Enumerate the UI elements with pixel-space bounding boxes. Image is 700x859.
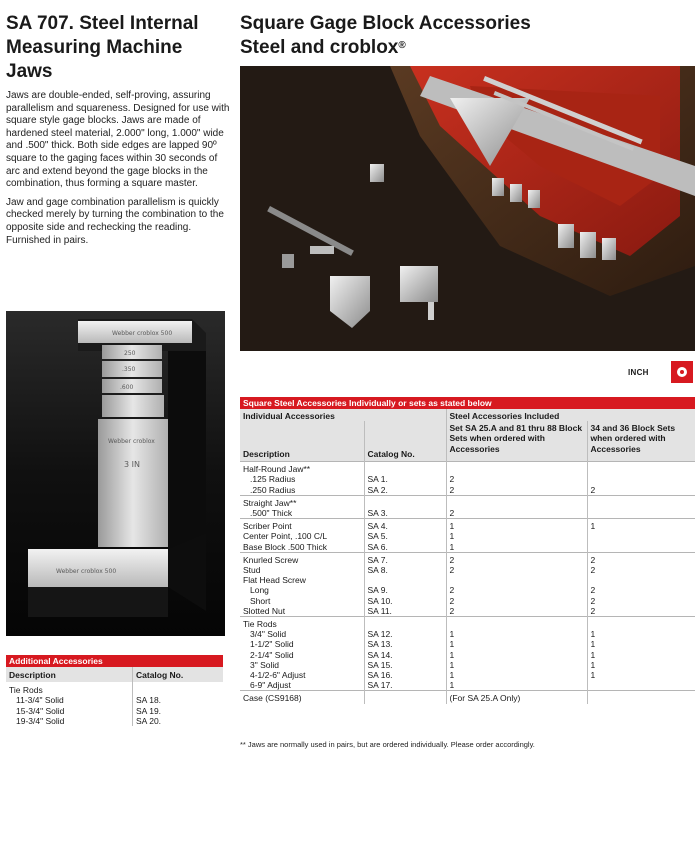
row-description: 3/4" Solid bbox=[250, 629, 287, 640]
row-catalog: SA 12. bbox=[364, 629, 446, 639]
accessories-case-illustration bbox=[240, 66, 695, 351]
table-row bbox=[240, 575, 695, 585]
row-set2-qty bbox=[587, 542, 695, 553]
row-description: 11-3/4" Solid bbox=[16, 695, 64, 706]
header-set2: 34 and 36 Block Sets when ordered with Accessories bbox=[587, 421, 695, 462]
row-set1-qty: 1 bbox=[446, 531, 587, 541]
row-set2-qty: 1 bbox=[587, 639, 695, 649]
table-row bbox=[240, 462, 695, 475]
row-description: Short bbox=[250, 595, 271, 606]
row-set2-qty: 2 bbox=[587, 585, 695, 595]
row-catalog: SA 3. bbox=[364, 508, 446, 519]
row-set2-qty: 1 bbox=[587, 519, 695, 532]
row-set2-qty: 2 bbox=[587, 606, 695, 617]
row-description: Knurled Screw bbox=[240, 552, 364, 565]
block-label-3: .350 bbox=[122, 366, 136, 373]
row-set2-qty: 2 bbox=[587, 485, 695, 496]
title-line-2-text: Steel and croblox bbox=[240, 37, 399, 58]
jaws-photo bbox=[6, 311, 225, 636]
table-row bbox=[240, 495, 695, 508]
row-description: 6-9" Adjust bbox=[250, 680, 291, 691]
row-catalog: SA 17. bbox=[364, 680, 446, 691]
row-set1-qty: 2 bbox=[446, 552, 587, 565]
row-catalog: SA 16. bbox=[364, 670, 446, 680]
row-set1-qty: 2 bbox=[446, 585, 587, 595]
row-description: 4-1/2-6" Adjust bbox=[250, 670, 306, 681]
table-row bbox=[240, 650, 695, 660]
row-catalog: SA 10. bbox=[364, 596, 446, 606]
row-set1-qty: 2 bbox=[446, 596, 587, 606]
row-set1-qty: 2 bbox=[446, 474, 587, 484]
row-description: .125 Radius bbox=[250, 474, 296, 485]
table-row bbox=[240, 691, 695, 704]
row-set1-qty bbox=[446, 575, 587, 585]
row-set1-qty: 1 bbox=[446, 629, 587, 639]
row-description: Half-Round Jaw** bbox=[240, 462, 364, 475]
row-set2-qty: 1 bbox=[587, 650, 695, 660]
main-table-title: Square Steel Accessories Individually or sets as stated below bbox=[240, 397, 695, 409]
table-row bbox=[240, 585, 695, 595]
row-description: 3" Solid bbox=[250, 659, 280, 670]
table-row bbox=[240, 639, 695, 649]
row-description: Tie Rods bbox=[240, 617, 364, 630]
row-description: Flat Head Screw bbox=[243, 575, 306, 586]
row-description: Slotted Nut bbox=[243, 605, 286, 616]
table-row bbox=[240, 617, 695, 630]
inch-icon bbox=[671, 361, 693, 383]
row-set1-qty: 1 bbox=[446, 542, 587, 553]
row-set1-qty: 1 bbox=[446, 639, 587, 649]
footnote: ** Jaws are normally used in pairs, but are ordered individually. Please order accordingly. bbox=[240, 740, 535, 749]
row-catalog: SA 13. bbox=[364, 639, 446, 649]
row-catalog: SA 19. bbox=[133, 706, 224, 716]
title-line-2 bbox=[240, 36, 690, 60]
row-description: Case (CS9168) bbox=[240, 691, 364, 704]
table-row bbox=[240, 629, 695, 639]
description-paragraph-1: Jaws are double-ended, self-proving, assuring parallelism and squareness. Designed for use with square style gage blocks. Jaws are made of hardened steel material, 2.000" long, 1.000" wide and .500" thick. Both side edges are lapped 90º square to the gaging faces within 30 seconds of arc and extend beyond the gage blocks in the combination, thus forming a square master. bbox=[6, 90, 230, 190]
additional-accessories-table bbox=[6, 655, 223, 726]
row-set2-qty bbox=[587, 474, 695, 484]
row-set2-qty bbox=[587, 680, 695, 691]
row-catalog: SA 2. bbox=[364, 485, 446, 496]
row-description: 1-1/2" Solid bbox=[250, 639, 294, 650]
table-row bbox=[240, 660, 695, 670]
row-description: 2-1/4" Solid bbox=[250, 649, 294, 660]
table-row bbox=[240, 485, 695, 496]
title-line-1: Square Gage Block Accessories bbox=[240, 13, 531, 34]
row-set2-qty bbox=[587, 617, 695, 630]
row-catalog: SA 15. bbox=[364, 660, 446, 670]
header-set1: Set SA 25.A and 81 thru 88 Block Sets when ordered with Accessories bbox=[446, 421, 587, 462]
description-paragraph-2: Jaw and gage combination parallelism is quickly checked merely by turning the combination to the opposite side and rechecking the reading. Furnished in pairs. bbox=[6, 196, 224, 246]
table-row bbox=[240, 596, 695, 606]
row-set2-qty: 1 bbox=[587, 660, 695, 670]
row-description: Stud bbox=[243, 565, 261, 576]
table-row bbox=[6, 706, 223, 716]
row-catalog: SA 11. bbox=[364, 606, 446, 617]
group-label: Tie Rods bbox=[9, 685, 43, 696]
row-description: 15-3/4" Solid bbox=[16, 705, 65, 716]
jaws-description bbox=[6, 90, 231, 253]
row-set2-qty bbox=[587, 691, 695, 704]
table-row bbox=[6, 716, 223, 726]
row-set2-qty bbox=[587, 575, 695, 585]
row-set2-qty: 1 bbox=[587, 629, 695, 639]
row-set2-qty: 2 bbox=[587, 596, 695, 606]
block-label-7: Webber croblox 500 bbox=[56, 568, 117, 575]
table-row bbox=[240, 565, 695, 575]
table-row bbox=[6, 695, 223, 705]
row-catalog: SA 7. bbox=[364, 552, 446, 565]
row-set1-qty: 1 bbox=[446, 650, 587, 660]
row-description: Scriber Point bbox=[240, 519, 364, 532]
row-set1-qty: (For SA 25.A Only) bbox=[446, 691, 587, 704]
block-label-4: .600 bbox=[120, 384, 134, 391]
row-set1-qty: 1 bbox=[446, 519, 587, 532]
row-set2-qty bbox=[587, 495, 695, 508]
row-catalog: SA 14. bbox=[364, 650, 446, 660]
row-set1-qty: 2 bbox=[446, 565, 587, 575]
table-row bbox=[240, 508, 695, 519]
square-steel-accessories-table bbox=[240, 397, 695, 704]
block-label-2: 250 bbox=[124, 350, 136, 357]
row-description: Straight Jaw** bbox=[240, 495, 364, 508]
row-set1-qty bbox=[446, 462, 587, 475]
row-set1-qty: 2 bbox=[446, 485, 587, 496]
header-description: Description bbox=[240, 421, 364, 462]
row-set1-qty: 2 bbox=[446, 606, 587, 617]
row-set1-qty bbox=[446, 495, 587, 508]
row-set1-qty bbox=[446, 617, 587, 630]
table-row bbox=[240, 606, 695, 617]
table-row bbox=[240, 670, 695, 680]
accessories-case-photo bbox=[240, 66, 695, 351]
row-set2-qty bbox=[587, 508, 695, 519]
row-set2-qty bbox=[587, 531, 695, 541]
row-catalog bbox=[364, 617, 446, 630]
block-label-6: 3 IN bbox=[124, 460, 140, 469]
unit-label: INCH bbox=[628, 368, 649, 377]
row-catalog: SA 20. bbox=[133, 716, 224, 726]
row-set2-qty: 1 bbox=[587, 670, 695, 680]
row-description: 19-3/4" Solid bbox=[16, 715, 65, 726]
row-set1-qty: 2 bbox=[446, 508, 587, 519]
row-description: .250 Radius bbox=[250, 484, 296, 495]
table-row bbox=[240, 474, 695, 484]
row-set1-qty: 1 bbox=[446, 660, 587, 670]
table-row bbox=[240, 531, 695, 541]
row-set2-qty: 2 bbox=[587, 565, 695, 575]
row-catalog: SA 5. bbox=[364, 531, 446, 541]
row-catalog: SA 6. bbox=[364, 542, 446, 553]
col-description: Description bbox=[6, 667, 133, 682]
block-label-1: Webber croblox 500 bbox=[112, 330, 173, 337]
row-catalog: SA 4. bbox=[364, 519, 446, 532]
row-set1-qty: 1 bbox=[446, 680, 587, 691]
table-row bbox=[240, 552, 695, 565]
jaws-photo-illustration bbox=[6, 311, 225, 636]
row-description: Long bbox=[250, 585, 269, 596]
row-description: .500" Thick bbox=[250, 508, 293, 519]
header-individual: Individual Accessories bbox=[240, 409, 446, 421]
row-catalog bbox=[364, 495, 446, 508]
table-row bbox=[240, 542, 695, 553]
row-catalog bbox=[364, 462, 446, 475]
row-catalog bbox=[364, 575, 446, 585]
row-set1-qty: 1 bbox=[446, 670, 587, 680]
row-description: Center Point, .100 C/L bbox=[243, 531, 328, 542]
row-catalog: SA 1. bbox=[364, 474, 446, 484]
row-catalog bbox=[364, 691, 446, 704]
header-catalog: Catalog No. bbox=[364, 421, 446, 462]
block-label-5: Webber croblox bbox=[108, 438, 155, 445]
header-included: Steel Accessories Included bbox=[446, 409, 695, 421]
table-row bbox=[240, 519, 695, 532]
row-set2-qty bbox=[587, 462, 695, 475]
additional-accessories-title: Additional Accessories bbox=[6, 655, 223, 667]
section-title: SA 707. Steel Internal Measuring Machine Jaws bbox=[6, 13, 199, 82]
row-description: Base Block .500 Thick bbox=[243, 541, 327, 552]
accessories-title bbox=[240, 12, 690, 60]
col-catalog: Catalog No. bbox=[133, 667, 224, 682]
registered-mark: ® bbox=[398, 40, 406, 51]
row-catalog: SA 9. bbox=[364, 585, 446, 595]
table-row bbox=[240, 680, 695, 691]
row-catalog: SA 8. bbox=[364, 565, 446, 575]
row-set2-qty: 2 bbox=[587, 552, 695, 565]
row-catalog: SA 18. bbox=[133, 695, 224, 705]
